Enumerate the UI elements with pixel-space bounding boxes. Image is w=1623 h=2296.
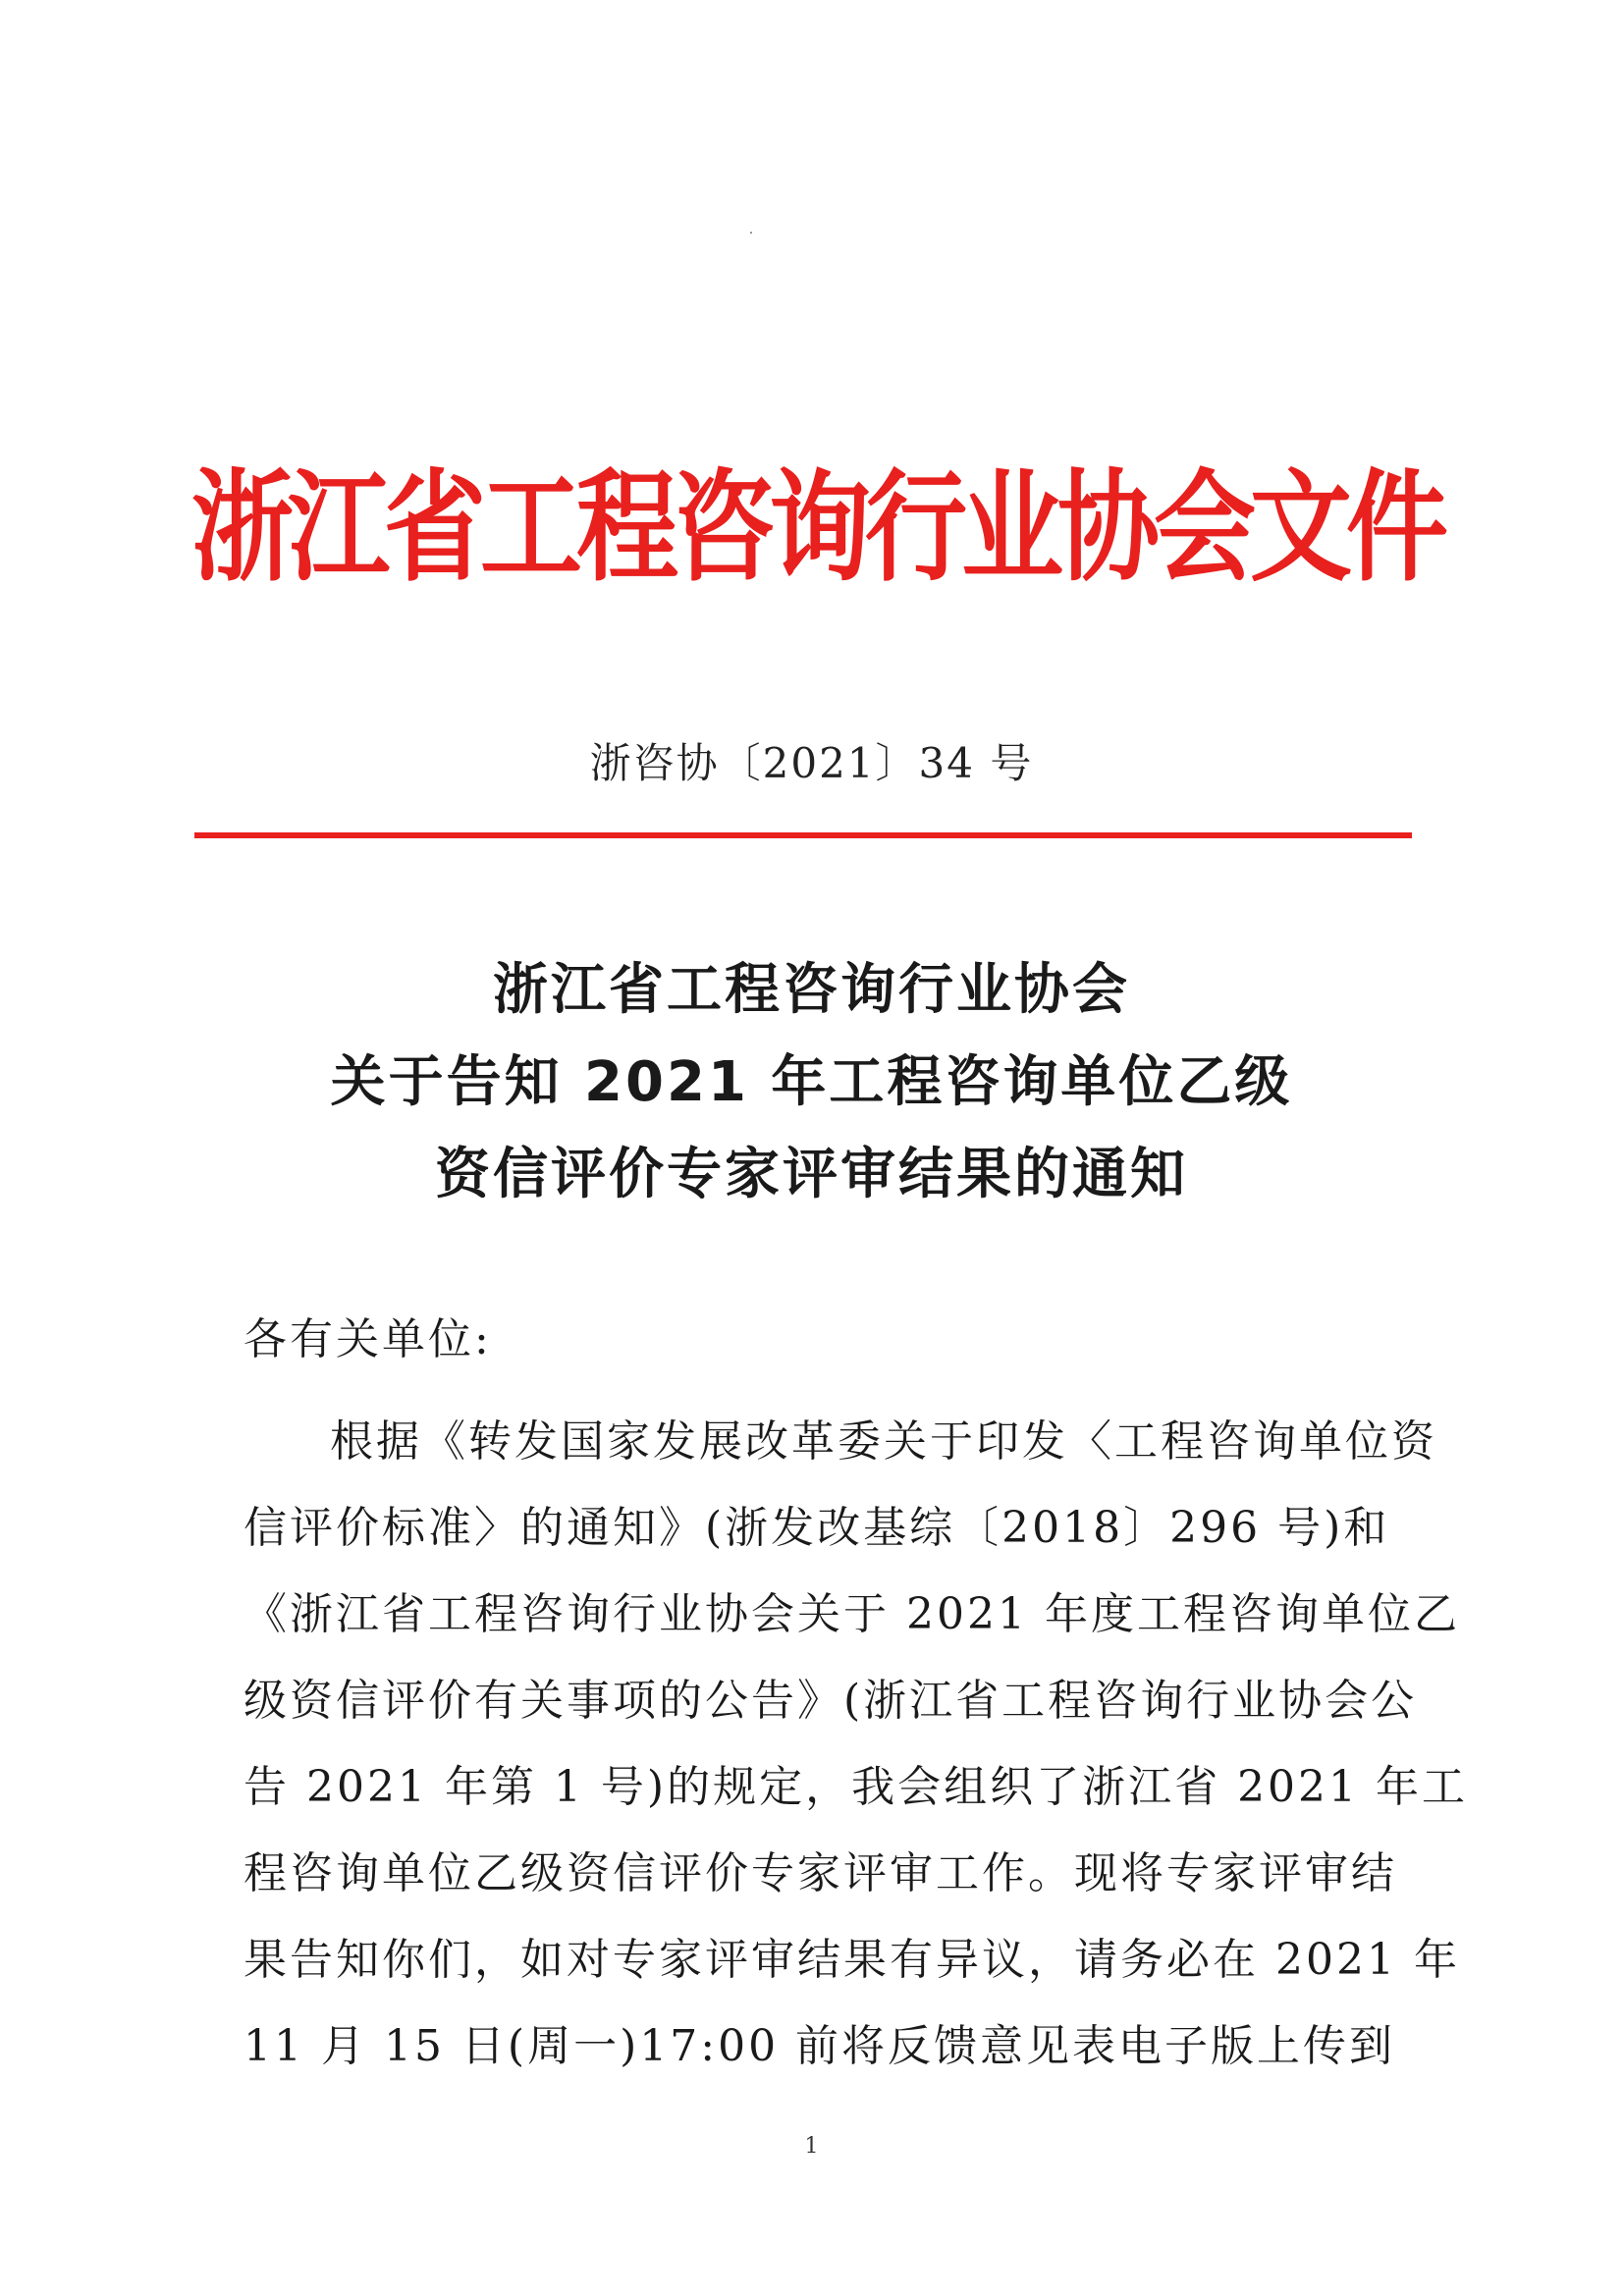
body-line-5: 告 2021 年第 1 号)的规定，我会组织了浙江省 2021 年工	[243, 1762, 1469, 1812]
body-line-2: 信评价标准〉的通知》(浙发改基综〔2018〕296 号)和	[243, 1503, 1390, 1553]
red-divider-line	[194, 832, 1412, 838]
body-line-8: 11 月 15 日(周一)17:00 前将反馈意见表电子版上传到	[243, 2021, 1396, 2071]
body-line-1: 根据《转发国家发展改革委关于印发〈工程咨询单位资	[330, 1416, 1437, 1467]
body-paragraph	[243, 1399, 1469, 2090]
body-line-7: 果告知你们，如对专家评审结果有异议，请务必在 2021 年	[243, 1935, 1460, 1985]
title-line-2: 关于告知 2021 年工程咨询单位乙级	[330, 1050, 1293, 1114]
masthead-title: 浙江省工程咨询行业协会文件	[191, 455, 1443, 599]
body-line-4: 级资信评价有关事项的公告》(浙江省工程咨询行业协会公	[243, 1676, 1418, 1726]
scan-speck	[750, 232, 752, 234]
body-line-6: 程咨询单位乙级资信评价专家评审工作。现将专家评审结	[243, 1848, 1397, 1898]
document-number: 浙咨协〔2021〕34 号	[589, 739, 1034, 787]
salutation: 各有关单位:	[243, 1314, 492, 1364]
title-line-3: 资信评价专家评审结果的通知	[435, 1143, 1188, 1206]
page-number: 1	[804, 2134, 819, 2159]
title-line-1: 浙江省工程咨询行业协会	[493, 958, 1130, 1022]
notice-title	[0, 944, 1623, 1221]
body-line-3: 《浙江省工程咨询行业协会关于 2021 年度工程咨询单位乙	[243, 1589, 1460, 1639]
